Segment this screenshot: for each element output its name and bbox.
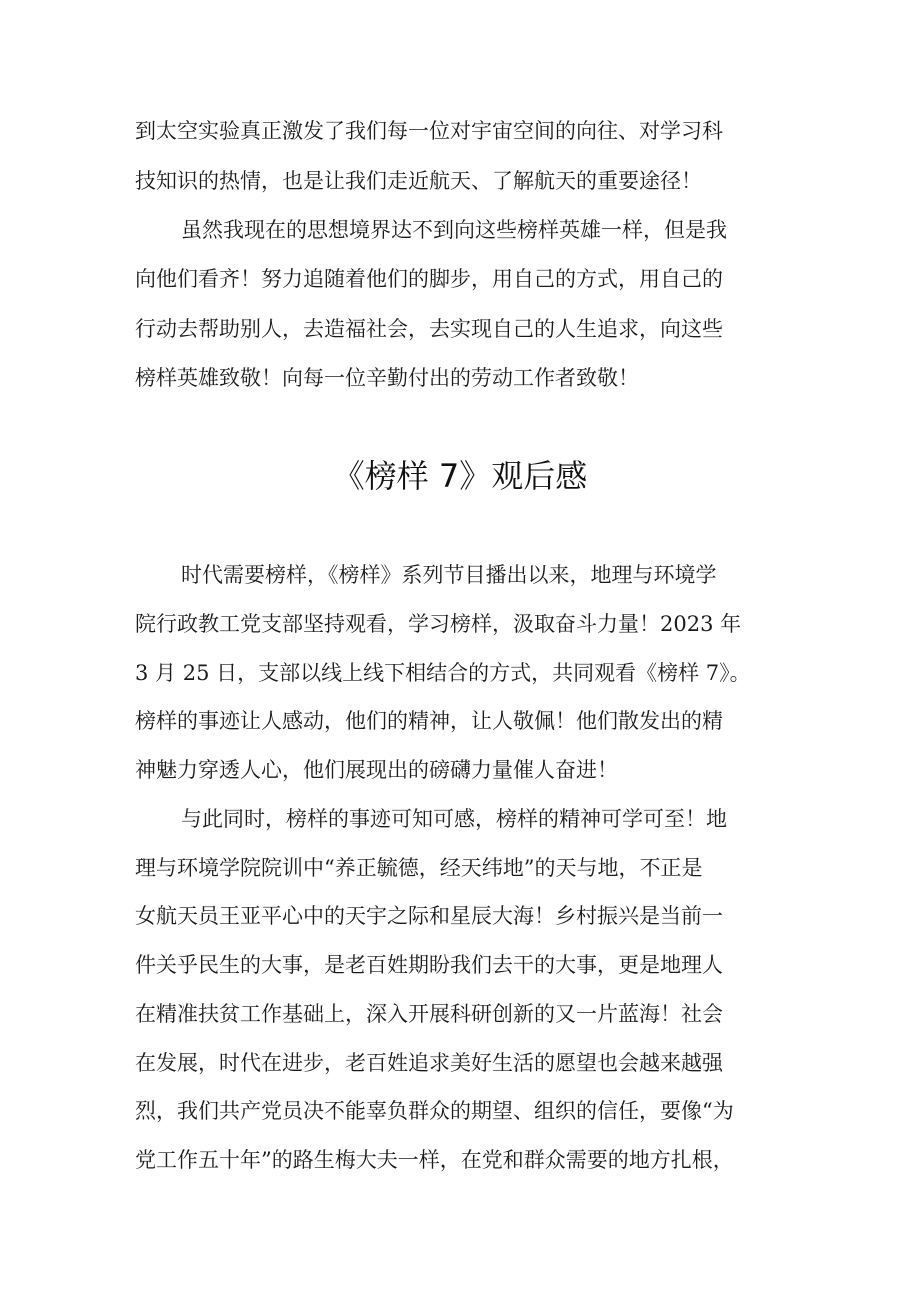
text-line: 向他们看齐！努力追随着他们的脚步，用自己的方式，用自己的 xyxy=(135,267,723,291)
text-line: 行动去帮助别人，去造福社会，去实现自己的人生追求，向这些 xyxy=(135,317,723,341)
text-line: 在发展，时代在进步，老百姓追求美好生活的愿望也会越来越强 xyxy=(135,1051,723,1075)
text-line: 技知识的热情，也是让我们走近航天、了解航天的重要途径！ xyxy=(135,169,702,193)
text-line: 到太空实验真正激发了我们每一位对宇宙空间的向往、对学习科 xyxy=(135,119,723,143)
text-line: 时代需要榜样，《榜样》系列节目播出以来，地理与环境学 xyxy=(181,563,717,587)
text-line: 榜样的事迹让人感动，他们的精神，让人敬佩！他们散发出的精 xyxy=(135,709,723,733)
text-line: 党工作五十年”的路生梅大夫一样，在党和群众需要的地方扎根， xyxy=(135,1148,734,1172)
text-line: 虽然我现在的思想境界达不到向这些榜样英雄一样，但是我 xyxy=(181,218,727,242)
text-line: 女航天员王亚平心中的天宇之际和星辰大海！乡村振兴是当前一 xyxy=(135,904,723,928)
text-line: 烈，我们共产党员决不能辜负群众的期望、组织的信任，要像“为 xyxy=(135,1099,734,1123)
text-line: 在精准扶贫工作基础上，深入开展科研创新的又一片蓝海！社会 xyxy=(135,1002,723,1026)
text-line: 与此同时，榜样的事迹可知可感，榜样的精神可学可至！地 xyxy=(181,807,727,831)
text-line: 件关乎民生的大事，是老百姓期盼我们去干的大事，更是地理人 xyxy=(135,953,723,977)
text-line: 理与环境学院院训中“养正毓德，经天纬地”的天与地，不正是 xyxy=(135,856,703,880)
text-line: 院行政教工党支部坚持观看，学习榜样，汲取奋斗力量！2023 年 xyxy=(135,612,742,636)
text-line: 3 月 25 日，支部以线上线下相结合的方式，共同观看《榜样 7》。 xyxy=(135,661,751,685)
article-title: 《榜样 7》观后感 xyxy=(332,457,588,495)
text-line: 榜样英雄致敬！向每一位辛勤付出的劳动工作者致敬！ xyxy=(135,366,639,390)
text-line: 神魅力穿透人心，他们展现出的磅礴力量催人奋进！ xyxy=(135,758,618,782)
